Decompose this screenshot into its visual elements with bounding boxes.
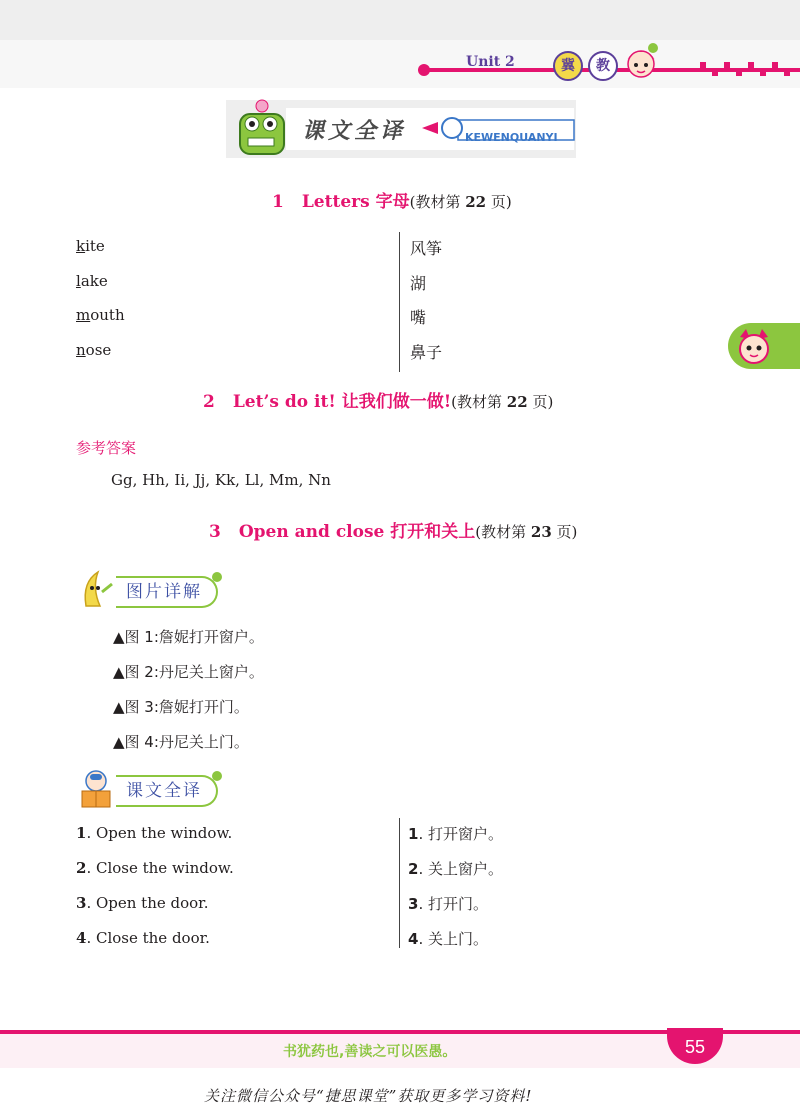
vocab-word-rest: outh bbox=[90, 306, 125, 324]
translation-number: 4 bbox=[76, 929, 87, 947]
publisher-badge-ji: 冀 bbox=[553, 51, 583, 81]
translation-en-text: . Close the window. bbox=[86, 859, 234, 877]
publisher-badge-jiao: 教 bbox=[588, 51, 618, 81]
translation-number: 3 bbox=[408, 895, 419, 913]
page-number: 55 bbox=[667, 1028, 723, 1064]
vocab-word-rest: ake bbox=[80, 272, 108, 290]
translation-zh-text: . 关上窗户。 bbox=[418, 860, 503, 878]
translation-number: 2 bbox=[76, 859, 87, 877]
translation-zh-4 bbox=[408, 928, 488, 949]
top-margin bbox=[0, 0, 800, 40]
wechat-watermark: 关注微信公众号“捷思课堂”获取更多学习资料! bbox=[204, 1087, 533, 1105]
translation-zh-text: . 打开门。 bbox=[418, 895, 488, 913]
section-1-title: Letters 字母 bbox=[301, 192, 410, 212]
vocab-letter: m bbox=[76, 306, 91, 324]
section-2-title: Let’s do it! 让我们做一做! bbox=[232, 392, 452, 412]
translation-en-4 bbox=[76, 929, 210, 947]
picture-detail-text: 图片详解 bbox=[126, 582, 202, 602]
section-3-heading bbox=[209, 517, 577, 542]
section-2-heading bbox=[203, 387, 553, 412]
picture-line-2: ▲图 2:丹尼关上窗户。 bbox=[113, 663, 264, 681]
cartoon-fox-icon bbox=[734, 327, 774, 367]
section-1-number: 1 bbox=[272, 192, 284, 212]
vocab-word-rest: ite bbox=[85, 237, 105, 255]
picture-line-1: ▲图 1:詹妮打开窗户。 bbox=[113, 628, 264, 646]
vocab-en-mouth bbox=[76, 306, 125, 324]
translation-en-text: . Open the door. bbox=[86, 894, 209, 912]
header-rule-dot bbox=[418, 64, 430, 76]
translation-en-text: . Open the window. bbox=[86, 824, 233, 842]
translation-en-1 bbox=[76, 824, 232, 842]
banana-character-icon bbox=[76, 568, 120, 612]
translation-text: 课文全译 bbox=[126, 781, 202, 801]
translation-number: 1 bbox=[76, 824, 87, 842]
translation-zh-text: . 关上门。 bbox=[418, 930, 488, 948]
section-2-ref-pre: (教材第 bbox=[451, 393, 507, 411]
banner-title: 课文全译 bbox=[302, 119, 407, 144]
answer-text: Gg, Hh, Ii, Jj, Kk, Ll, Mm, Nn bbox=[111, 471, 331, 489]
translation-tag bbox=[76, 767, 246, 809]
section-1-ref-post: 页) bbox=[486, 193, 512, 211]
section-1-heading bbox=[272, 187, 512, 212]
vocab-letter: n bbox=[76, 341, 86, 359]
vocab-zh-nose: 鼻子 bbox=[410, 343, 443, 362]
banner-subtitle: KEWENQUANYI bbox=[465, 131, 558, 144]
section-2-ref-page: 22 bbox=[506, 393, 528, 411]
picture-line-4: ▲图 4:丹尼关上门。 bbox=[113, 733, 249, 751]
answer-label: 参考答案 bbox=[76, 439, 137, 457]
vocab-zh-kite: 风筝 bbox=[410, 239, 443, 258]
vocab-en-lake bbox=[76, 272, 108, 290]
translation-zh-text: . 打开窗户。 bbox=[418, 825, 503, 843]
section-2-ref-post: 页) bbox=[527, 393, 554, 411]
translation-en-2 bbox=[76, 859, 234, 877]
section-1-ref-pre: (教材第 bbox=[409, 193, 466, 211]
picture-detail-tag bbox=[76, 568, 246, 610]
section-3-ref-page: 23 bbox=[530, 523, 552, 541]
section-3-title: Open and close 打开和关上 bbox=[238, 522, 476, 542]
translation-zh-3 bbox=[408, 893, 488, 914]
translation-number: 4 bbox=[408, 930, 419, 948]
vocab-zh-mouth: 嘴 bbox=[410, 308, 427, 327]
vocab-zh-lake: 湖 bbox=[410, 274, 427, 293]
unit-label: Unit 2 bbox=[466, 54, 515, 70]
translation-zh-1 bbox=[408, 823, 503, 844]
tag-ball bbox=[212, 572, 222, 582]
translation-en-3 bbox=[76, 894, 208, 912]
translation-zh-2 bbox=[408, 858, 503, 879]
translation-divider bbox=[399, 818, 400, 948]
section-1-ref-page: 22 bbox=[465, 193, 487, 211]
vocab-en-kite bbox=[76, 237, 105, 255]
vocab-divider bbox=[399, 232, 400, 372]
section-3-number: 3 bbox=[209, 522, 221, 542]
vocab-letter: l bbox=[76, 272, 81, 290]
picture-line-3: ▲图 3:詹妮打开门。 bbox=[113, 698, 249, 716]
section-3-ref-post: 页) bbox=[551, 523, 578, 541]
vocab-en-nose bbox=[76, 341, 111, 359]
translation-number: 2 bbox=[408, 860, 419, 878]
tag-ball bbox=[212, 771, 222, 781]
vocab-letter: k bbox=[76, 237, 86, 255]
cartoon-girl-icon bbox=[615, 40, 665, 88]
translation-number: 3 bbox=[76, 894, 87, 912]
reading-kid-icon bbox=[76, 767, 120, 811]
translation-label bbox=[116, 775, 218, 807]
checker-decoration bbox=[660, 60, 800, 78]
footer-motto: 书犹药也,善读之可以医愚。 bbox=[283, 1044, 457, 1060]
section-2-number: 2 bbox=[203, 392, 215, 412]
translation-number: 1 bbox=[408, 825, 419, 843]
section-3-ref-pre: (教材第 bbox=[475, 523, 531, 541]
vocab-word-rest: ose bbox=[85, 341, 112, 359]
picture-detail-label bbox=[116, 576, 218, 608]
translation-en-text: . Close the door. bbox=[86, 929, 210, 947]
